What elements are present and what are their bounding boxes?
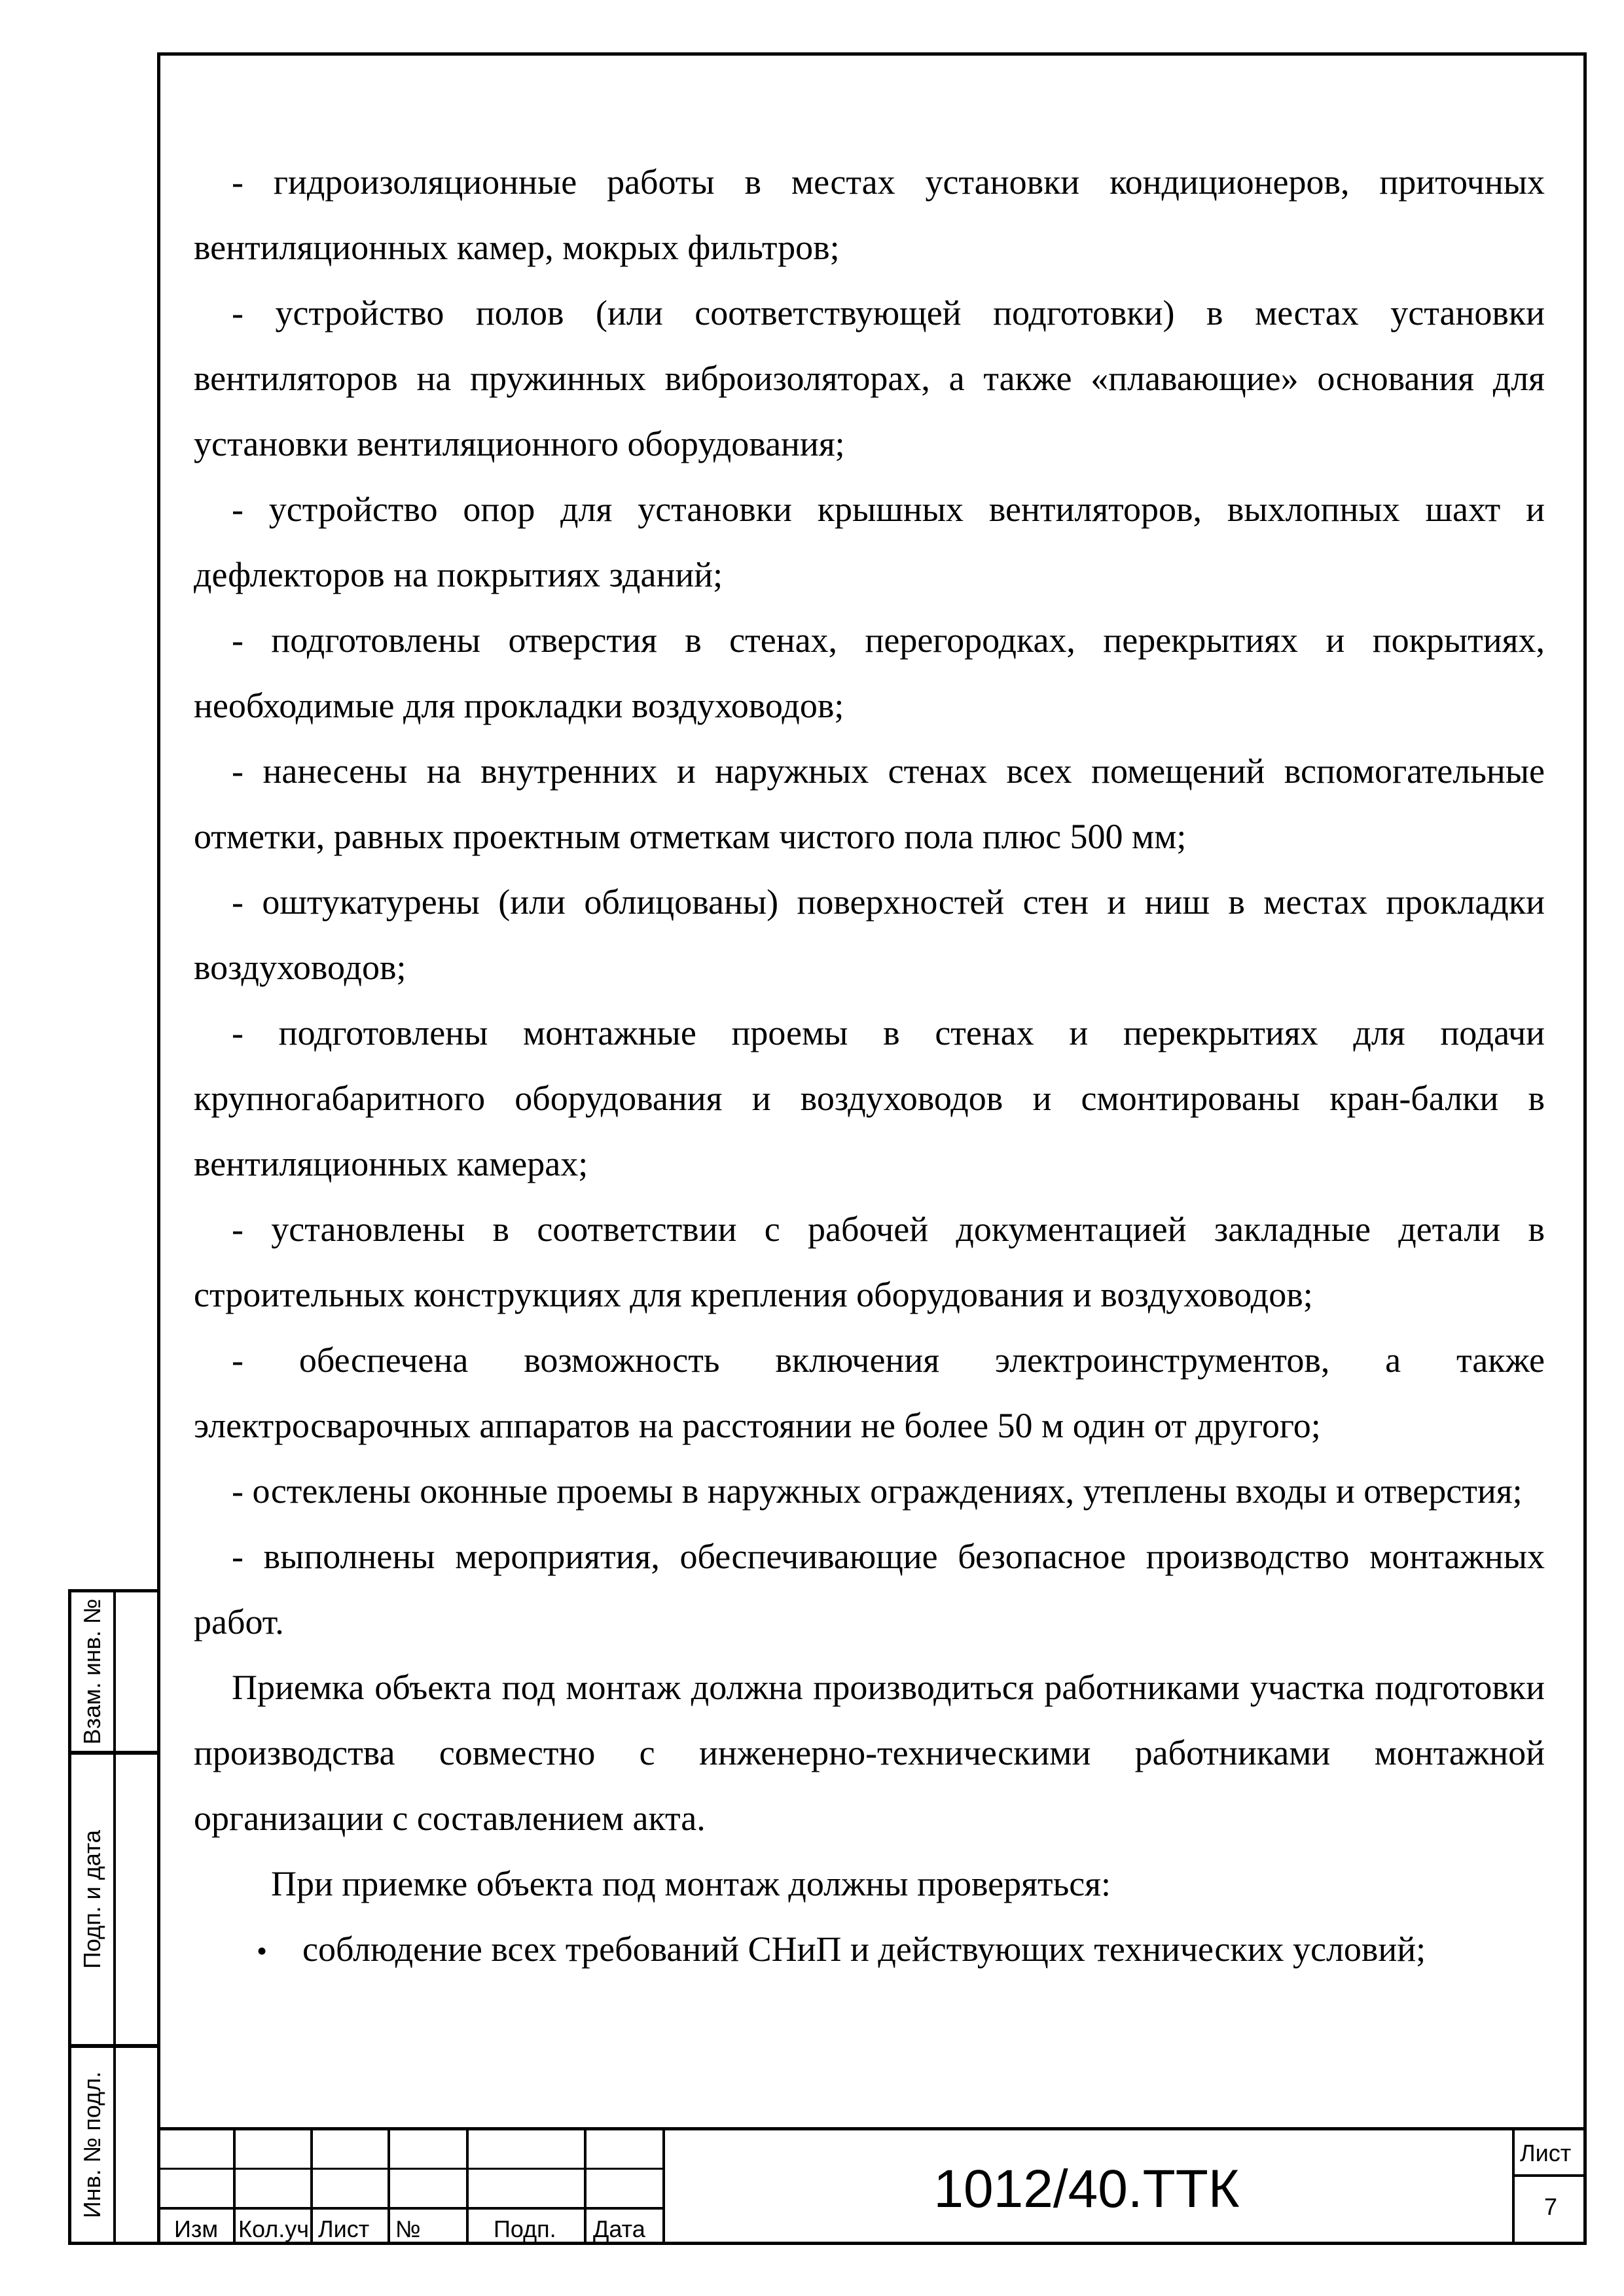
sheet-cell-line [1515,2174,1587,2177]
paragraph: - обеспечена возможность включения электроинструментов, а также электросварочных аппаратов на расстоянии не более 50 м один от другого; [194,1340,1545,1445]
header-list: Лист [318,2215,370,2242]
paragraph: - гидроизоляционные работы в местах установки кондиционеров, приточных вентиляционных камер, мокрых фильтров; [194,162,1545,267]
side-stamp-inv [68,2045,157,2245]
header-izm: Изм [174,2215,219,2242]
document-body [194,149,1545,1984]
title-block-col-line [466,2127,469,2245]
intro-paragraph: При приемке объекта под монтаж должны проверяться: [271,1864,1111,1903]
paragraph: - подготовлены отверстия в стенах, перегородках, перекрытиях и покрытиях, необходимые для прокладки воздуховодов; [194,620,1545,725]
paragraph: - нанесены на внутренних и наружных стенах всех помещений вспомогательные отметки, равных проектным отметкам чистого пола плюс 500 мм; [194,751,1545,856]
header-data: Дата [593,2215,645,2242]
paragraph: Приемка объекта под монтаж должна производиться работниками участка подготовки производства совместно с инженерно-техническими работниками монтажной организации с составлением акта. [194,1668,1545,1838]
header-number: № [395,2215,421,2242]
document-code: 1012/40.ТТК [933,2159,1240,2219]
paragraph: - остеклены оконные проемы в наружных ограждениях, утеплены входы и отверстия; [232,1471,1523,1511]
paragraph: - установлены в соответствии с рабочей документацией закладные детали в строительных конструкциях для крепления оборудования и воздуховодов; [194,1210,1545,1314]
side-stamp-podp [68,1751,157,2047]
paragraph: - выполнены мероприятия, обеспечивающие безопасное производство монтажных работ. [194,1537,1545,1641]
title-block-col-line [233,2127,236,2245]
list-item-text: соблюдение всех требований СНиП и действующих технических условий; [302,1929,1426,1969]
sheet-label: Лист [1520,2140,1572,2166]
header-podp: Подп. [494,2215,556,2242]
paragraph: - подготовлены монтажные проемы в стенах и перекрытиях для подачи крупногабаритного оборудования и воздуховодов и смонтированы кран-балки в вентиляционных камерах; [194,1013,1545,1183]
list-item [257,1916,1545,1984]
side-stamp-vzam [68,1589,157,1754]
side-stamp-podp-label: Подп. и дата [79,1829,105,1969]
title-block-col-line [388,2127,390,2245]
side-stamp-inv-label: Инв. № подл. [79,2071,105,2219]
title-block-col-line [310,2127,313,2245]
paragraph: - оштукатурены (или облицованы) поверхностей стен и ниш в местах прокладки воздуховодов; [194,882,1545,987]
title-block-top-line [157,2127,1587,2130]
paragraph: - устройство полов (или соответствующей подготовки) в местах установки вентиляторов на пружинных виброизоляторах, а также «плавающие» основания для установки вентиляционного оборудования; [194,293,1545,463]
sheet-number: 7 [1543,2193,1558,2220]
side-stamp-vzam-label: Взам. инв. № [79,1598,105,1745]
header-kol-uch: Кол.уч [238,2216,309,2242]
paragraph: - устройство опор для установки крышных вентиляторов, выхлопных шахт и дефлекторов на покрытиях зданий; [194,490,1545,594]
title-block [157,2127,1587,2245]
bullet-icon: • [257,1934,268,1967]
title-block-col-line [1512,2127,1515,2245]
title-block-col-line [584,2127,586,2245]
